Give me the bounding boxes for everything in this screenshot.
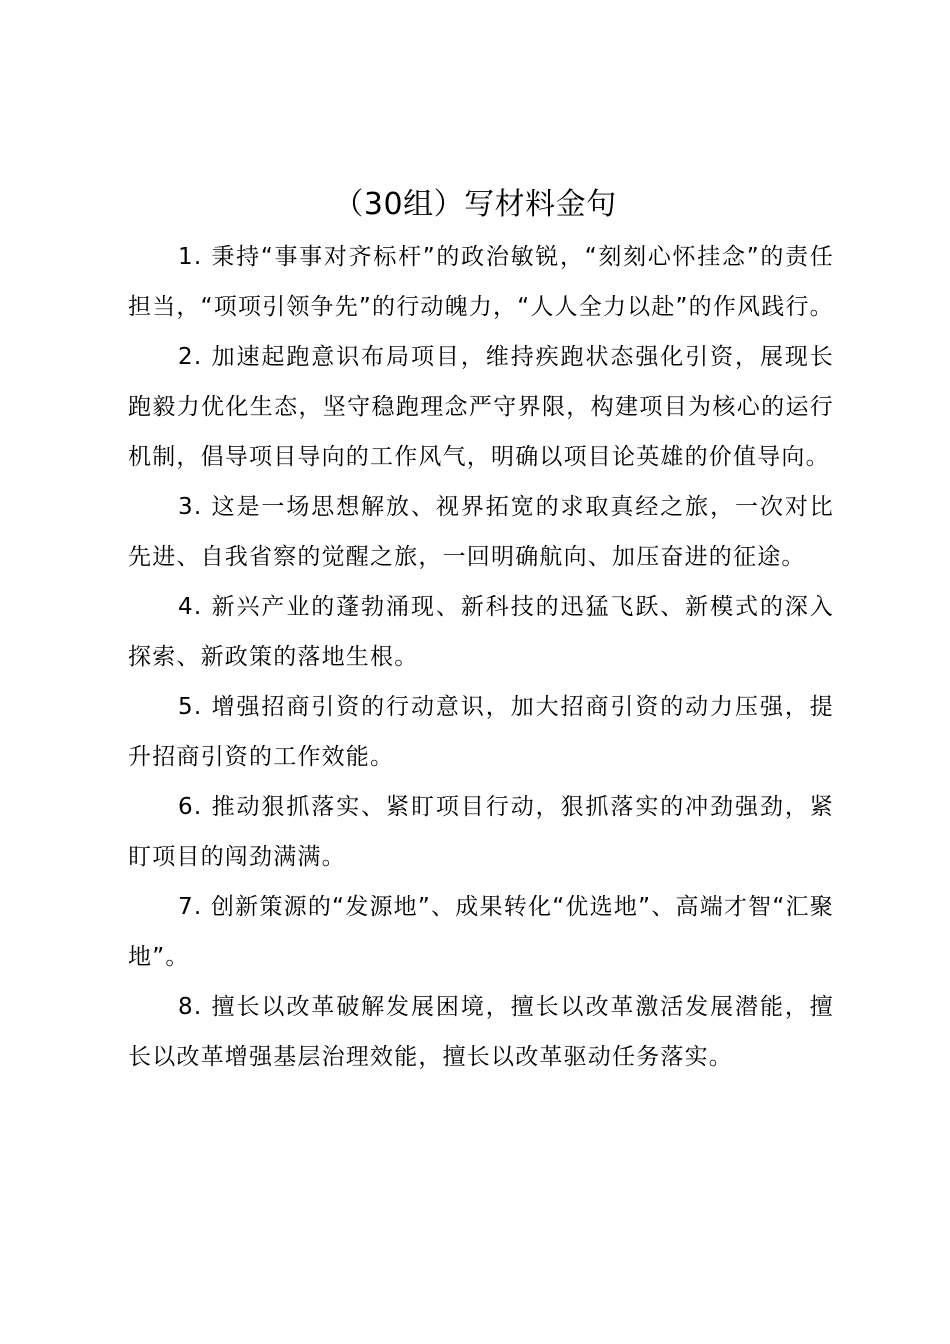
paragraph-7: 7. 创新策源的“发源地”、成果转化“优选地”、高端才智“汇聚地”。: [128, 894, 834, 970]
paragraph-8: 8. 擅长以改革破解发展困境，擅长以改革激活发展潜能，擅长以改革增强基层治理效能，擅长以改革驱动任务落实。: [128, 994, 834, 1070]
document-body: [128, 232, 834, 1082]
paragraph-3: 3. 这是一场思想解放、视界拓宽的求取真经之旅，一次对比先进、自我省察的觉醒之旅，一回明确航向、加压奋进的征途。: [128, 494, 834, 570]
paragraph-2: 2. 加速起跑意识布局项目，维持疾跑状态强化引资，展现长跑毅力优化生态，坚守稳跑理念严守界限，构建项目为核心的运行机制，倡导项目导向的工作风气，明确以项目论英雄的价值导向。: [128, 344, 834, 470]
document-title: （30组）写材料金句: [333, 187, 617, 222]
paragraph-5: 5. 增强招商引资的行动意识，加大招商引资的动力压强，提升招商引资的工作效能。: [128, 694, 834, 770]
paragraph-1: 1. 秉持“事事对齐标杆”的政治敏锐，“刻刻心怀挂念”的责任担当，“项项引领争先”的行动魄力，“人人全力以赴”的作风践行。: [128, 244, 834, 320]
paragraph-4: 4. 新兴产业的蓬勃涌现、新科技的迅猛飞跃、新模式的深入探索、新政策的落地生根。: [128, 594, 834, 670]
paragraph-6: 6. 推动狠抓落实、紧盯项目行动，狠抓落实的冲劲强劲，紧盯项目的闯劲满满。: [128, 794, 834, 870]
